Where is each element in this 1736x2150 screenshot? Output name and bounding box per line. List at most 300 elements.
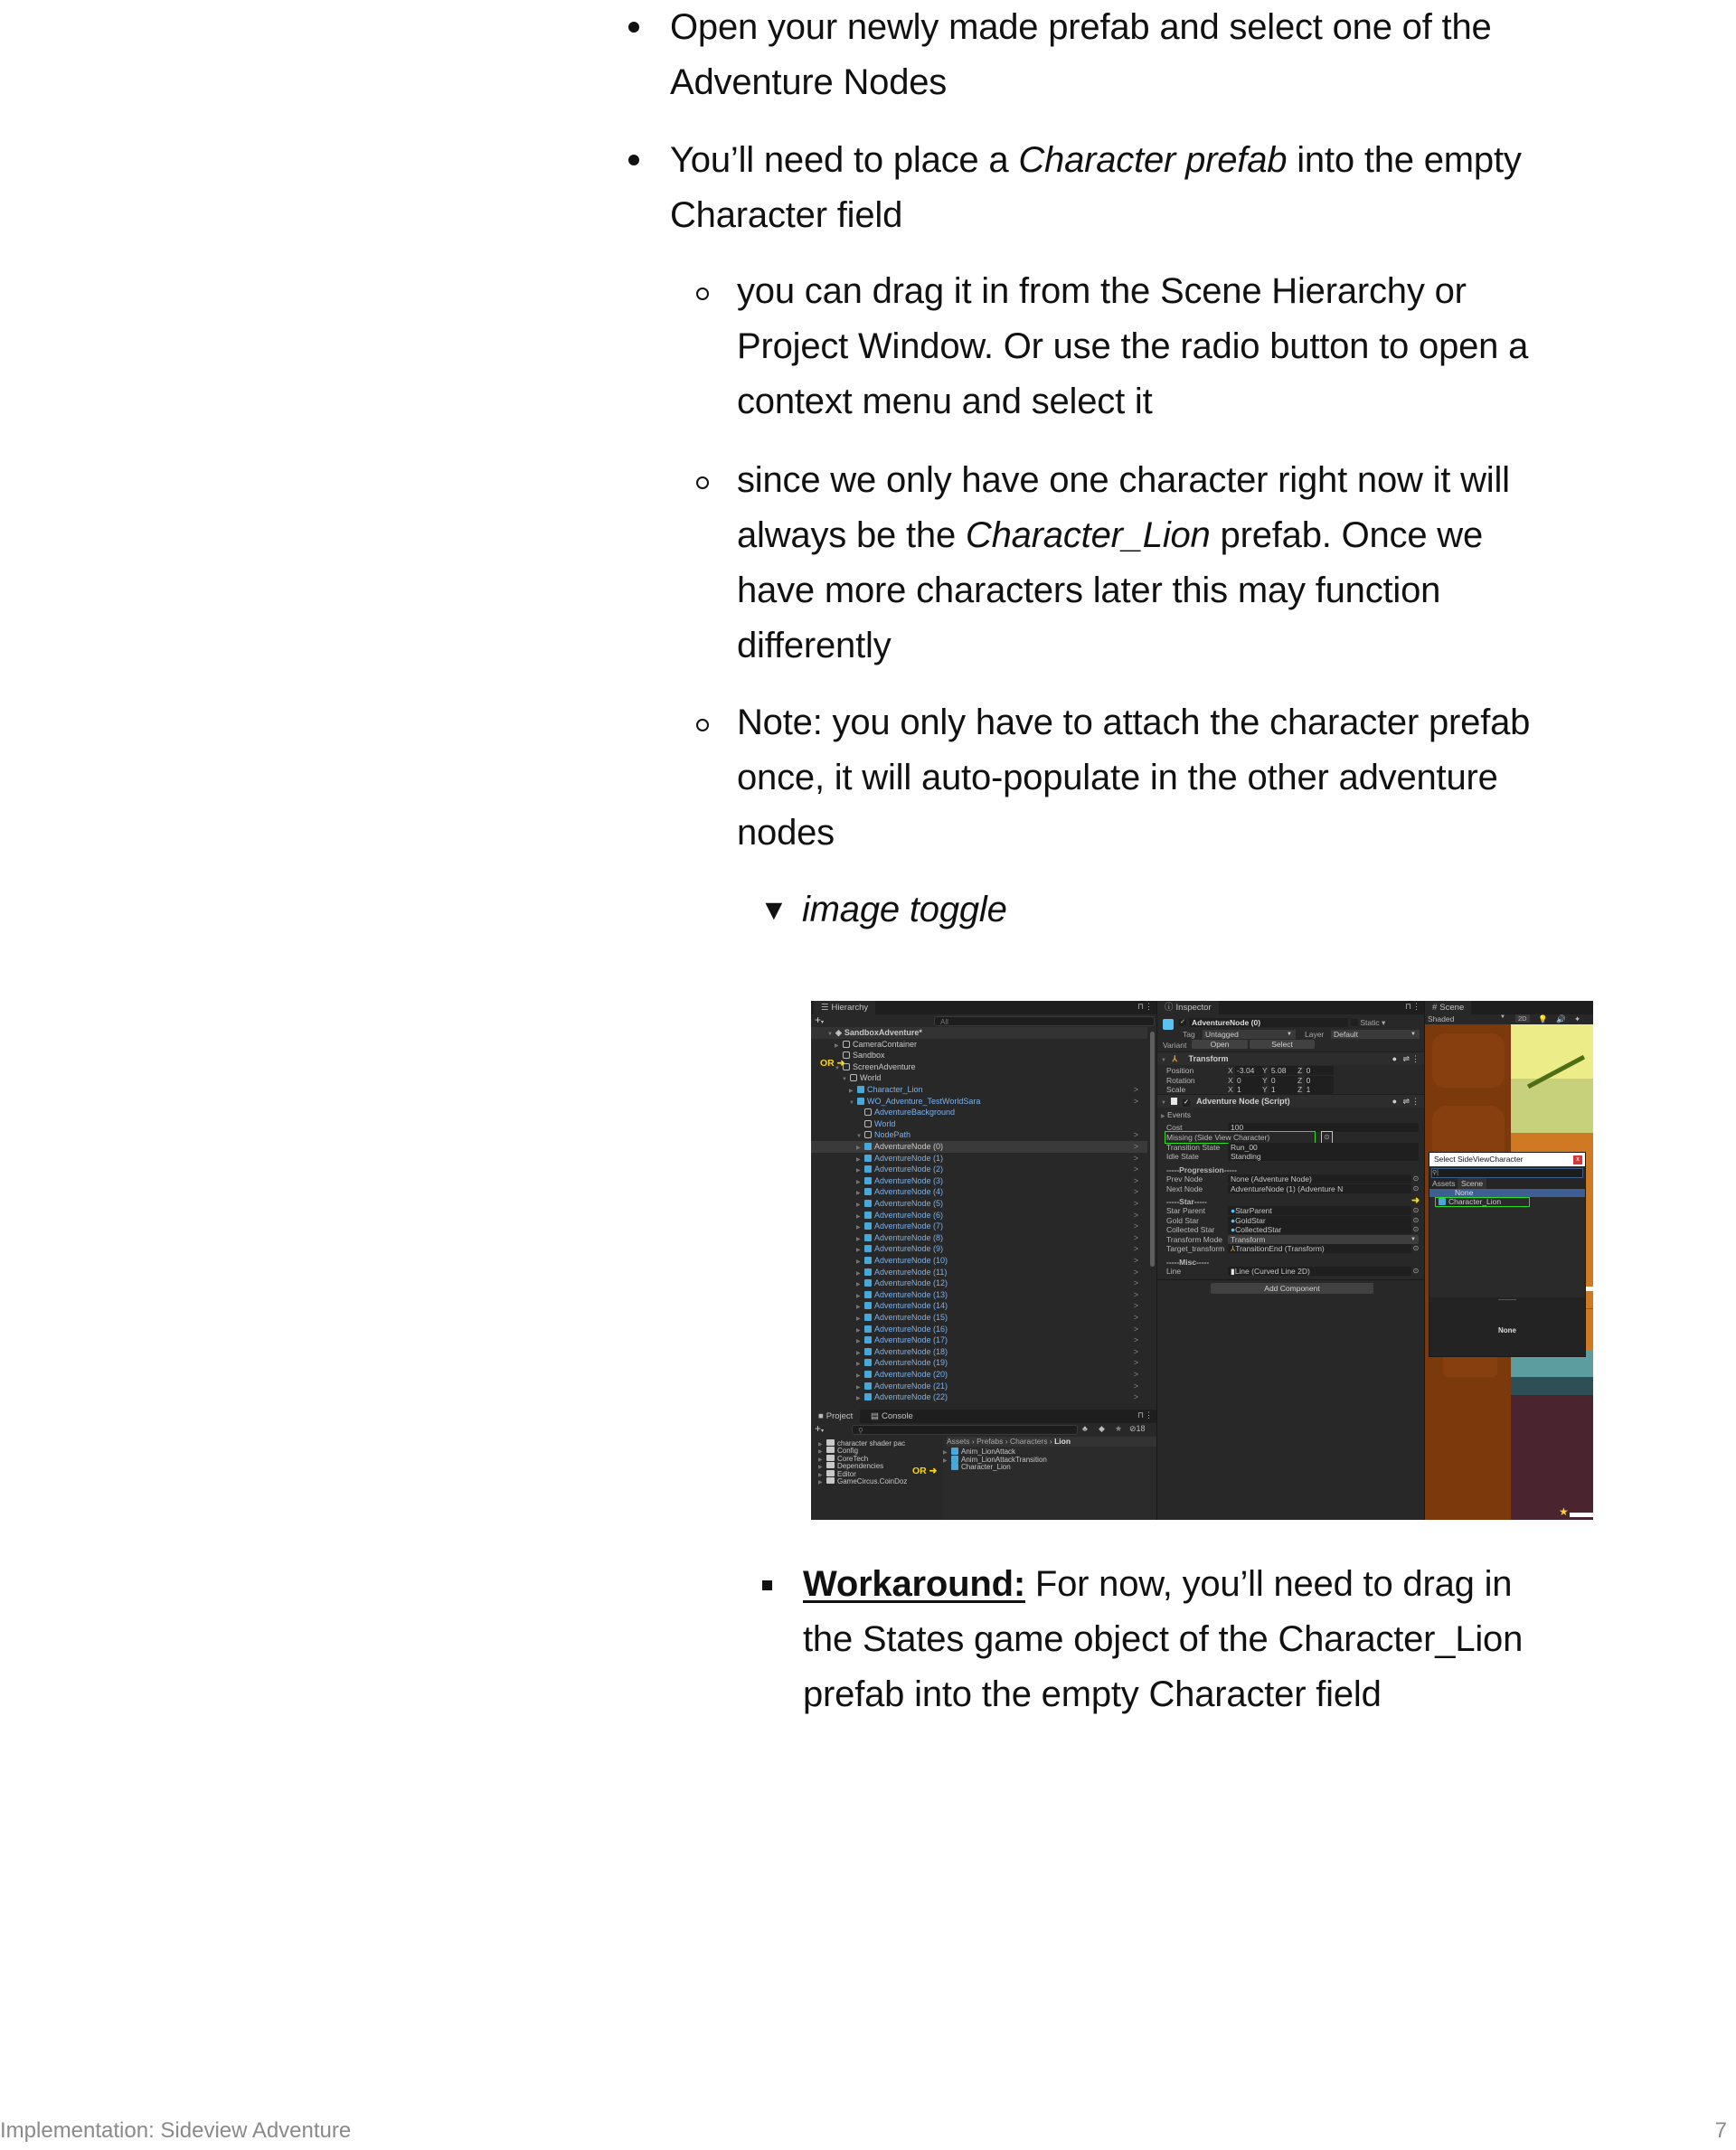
open-prefab-chevron-icon[interactable]: > [1133, 1313, 1138, 1322]
lock-icon[interactable]: ⊓ [1404, 1002, 1411, 1011]
gameobject-icon [850, 1074, 857, 1081]
asset-label: Anim_LionAttackTransition [961, 1455, 1047, 1464]
transition-state-field[interactable]: Transition State Run_00 [1166, 1143, 1419, 1153]
breadcrumb-separator-icon: › [969, 1437, 977, 1446]
enabled-checkbox[interactable]: ✓ [1184, 1099, 1189, 1106]
foldout-arrow-icon[interactable]: ▼ [856, 1134, 862, 1140]
sub-bullet-icon [696, 288, 709, 300]
folder-label: GameCircus.CoinDoz [837, 1477, 908, 1485]
foldout-arrow-icon[interactable]: ▶ [856, 1191, 861, 1197]
bullet-2-line-1 [670, 133, 1522, 188]
open-prefab-chevron-icon[interactable]: > [1133, 1096, 1138, 1106]
picker-preview [1429, 1297, 1585, 1356]
z-field[interactable]: 0 [1305, 1076, 1334, 1085]
hierarchy-node-item[interactable] [811, 1369, 1147, 1381]
close-button[interactable]: x [1573, 1155, 1582, 1165]
text: into the empty [1287, 140, 1522, 180]
emphasis-text: Character prefab [1018, 140, 1288, 180]
cost-field[interactable]: Cost 100 [1166, 1123, 1419, 1133]
arrow-annotation-icon: ➜ [1411, 1195, 1420, 1206]
item-label: World [874, 1118, 896, 1128]
prefab-icon [864, 1234, 872, 1241]
text: always be the [737, 515, 966, 555]
foldout-arrow-icon[interactable]: ▶ [856, 1305, 861, 1311]
x-field[interactable]: -3.04 [1235, 1066, 1264, 1075]
hierarchy-item[interactable] [811, 1096, 1147, 1108]
prefab-icon [864, 1188, 872, 1195]
transform-header[interactable]: ▼ ⅄ Transform ● ⇌ ⋮ [1157, 1051, 1424, 1065]
hierarchy-node-item[interactable] [811, 1210, 1147, 1221]
asset-item[interactable] [943, 1456, 1156, 1464]
breadcrumb-separator-icon: › [1047, 1437, 1055, 1446]
gold-star-field[interactable]: Gold Star ●GoldStar ⊙ [1166, 1216, 1420, 1225]
project-tabbar [811, 1410, 1156, 1423]
item-label: AdventureNode (11) [874, 1267, 948, 1277]
foldout-arrow-icon[interactable]: ▶ [856, 1396, 861, 1402]
kebab-menu-icon[interactable]: ⋮ [1145, 1002, 1153, 1011]
x-field[interactable]: 0 [1235, 1076, 1264, 1085]
lock-icon[interactable]: ⊓ [1137, 1002, 1144, 1011]
sub-bullet-3-line-1: Note: you only have to attach the character prefab [737, 703, 1531, 742]
breadcrumb-item[interactable]: Characters [1009, 1437, 1048, 1446]
filter-type-icon[interactable]: ♣ [1082, 1424, 1088, 1433]
item-label: Character_Lion [867, 1085, 923, 1094]
open-prefab-chevron-icon[interactable]: > [1133, 1346, 1138, 1356]
hierarchy-node-item[interactable] [811, 1381, 1147, 1392]
shading-dropdown[interactable]: Shaded [1428, 1014, 1455, 1023]
2d-toggle[interactable]: 2D [1515, 1014, 1530, 1023]
or-annotation: OR ➜ [820, 1058, 845, 1069]
foldout-arrow-icon[interactable]: ▶ [856, 1384, 861, 1391]
picker-tabbar [1429, 1178, 1585, 1189]
unity-scene-icon: ◈ [835, 1028, 842, 1037]
folder-item[interactable] [811, 1447, 942, 1454]
y-field[interactable]: 1 [1269, 1085, 1298, 1094]
open-prefab-chevron-icon[interactable]: > [1133, 1324, 1138, 1334]
foldout-arrow-icon[interactable]: ▶ [856, 1146, 861, 1151]
info-icon: ⓘ [1165, 1003, 1174, 1013]
prefab-icon [864, 1245, 872, 1252]
asset-item[interactable] [943, 1447, 1156, 1456]
add-icon[interactable]: +▾ [815, 1014, 825, 1026]
hierarchy-node-item[interactable] [811, 1175, 1147, 1187]
open-prefab-chevron-icon[interactable]: > [1133, 1289, 1138, 1299]
hierarchy-node-item[interactable] [811, 1255, 1147, 1267]
foldout-arrow-icon[interactable]: ▶ [856, 1362, 861, 1368]
foldout-arrow-icon[interactable]: ▶ [856, 1236, 861, 1242]
settings-icon[interactable]: ⇌ [1402, 1097, 1410, 1106]
foldout-arrow-icon[interactable]: ▶ [818, 1480, 823, 1485]
resize-handle[interactable] [1498, 1299, 1516, 1300]
foldout-arrow-icon[interactable]: ▶ [856, 1259, 861, 1265]
foldout-arrow-icon[interactable]: ▶ [856, 1293, 861, 1299]
text: For now, you’ll need to drag in [1024, 1564, 1513, 1604]
script-icon [1171, 1098, 1177, 1105]
hierarchy-item[interactable] [811, 1084, 1147, 1096]
folder-icon [826, 1455, 835, 1461]
star-parent-field[interactable]: Star Parent ●StarParent ⊙ [1166, 1206, 1420, 1215]
open-button[interactable]: Open [1192, 1040, 1248, 1049]
tab-inspector[interactable]: ⓘ Inspector [1157, 1001, 1219, 1014]
hierarchy-item[interactable] [811, 1129, 1147, 1141]
hierarchy-node-item[interactable] [811, 1164, 1147, 1175]
hierarchy-node-item[interactable] [811, 1334, 1147, 1346]
scene-name: SandboxAdventure* [844, 1028, 922, 1037]
list-icon: ☰ [821, 1003, 829, 1013]
add-icon[interactable]: +▾ [815, 1422, 825, 1435]
picker-item-none[interactable]: None [1429, 1189, 1585, 1197]
breadcrumb-item[interactable]: Assets [947, 1437, 970, 1446]
sub-bullet-1-line-1: you can drag it in from the Scene Hierarchy or [737, 271, 1467, 311]
foldout-arrow-icon[interactable]: ▼ [849, 1099, 854, 1106]
triangle-down-icon: ▼ [760, 893, 788, 926]
folder-label: Config [837, 1447, 859, 1456]
foldout-arrow-icon[interactable]: ▶ [856, 1213, 861, 1220]
tab-console[interactable]: ▤ Console [863, 1410, 920, 1423]
foldout-arrow-icon[interactable]: ▶ [835, 1042, 839, 1049]
hierarchy-tabbar [811, 1001, 1156, 1014]
star-icon[interactable]: ★ [1115, 1424, 1123, 1433]
hierarchy-node-item[interactable] [811, 1324, 1147, 1335]
tab-scene[interactable]: # Scene [1425, 1001, 1471, 1014]
breadcrumb-item[interactable]: Lion [1054, 1437, 1071, 1446]
highlight-box [1165, 1131, 1316, 1144]
add-component-button[interactable]: Add Component [1211, 1283, 1373, 1294]
text: You’ll need to place a [670, 140, 1019, 180]
foldout-arrow-icon[interactable]: ▶ [818, 1472, 823, 1478]
sub-sub-bullet-icon [762, 1580, 772, 1590]
y-field[interactable]: 0 [1269, 1076, 1298, 1085]
kebab-menu-icon[interactable]: ⋮ [1145, 1410, 1153, 1419]
hierarchy-item[interactable] [811, 1061, 1147, 1073]
item-label: AdventureNode (7) [874, 1221, 944, 1231]
tab-label: Hierarchy [831, 1003, 869, 1013]
foldout-arrow-icon[interactable]: ▶ [856, 1350, 861, 1356]
prefab-icon [864, 1177, 872, 1184]
hierarchy-search-input[interactable]: All [934, 1016, 1155, 1026]
item-label: AdventureNode (18) [874, 1346, 948, 1356]
hierarchy-node-item[interactable] [811, 1198, 1147, 1210]
gameobject-icon [864, 1131, 872, 1138]
misc-header: -----Misc----- [1166, 1258, 1210, 1267]
tab-assets[interactable]: Assets [1432, 1179, 1456, 1188]
asset-breadcrumb [947, 1437, 1156, 1447]
prefab-icon [864, 1165, 872, 1173]
foldout-arrow-icon[interactable]: ▶ [856, 1270, 861, 1277]
hierarchy-node-item[interactable] [811, 1300, 1147, 1312]
kebab-menu-icon[interactable]: ⋮ [1411, 1054, 1420, 1063]
open-prefab-chevron-icon[interactable]: > [1133, 1199, 1138, 1208]
folder-icon [826, 1462, 835, 1468]
hierarchy-node-item[interactable] [811, 1232, 1147, 1244]
lighting-icon[interactable]: 💡 [1538, 1014, 1548, 1023]
item-label: AdventureNode (2) [874, 1165, 944, 1174]
hierarchy-item[interactable] [811, 1118, 1147, 1130]
open-prefab-chevron-icon[interactable]: > [1133, 1130, 1138, 1140]
item-label: AdventureNode (14) [874, 1301, 948, 1311]
open-prefab-chevron-icon[interactable]: > [1133, 1210, 1138, 1220]
open-prefab-chevron-icon[interactable]: > [1133, 1244, 1138, 1254]
folder-item[interactable] [811, 1439, 942, 1447]
y-field[interactable]: 5.08 [1269, 1066, 1298, 1075]
open-prefab-chevron-icon[interactable]: > [1133, 1381, 1138, 1391]
open-prefab-chevron-icon[interactable]: > [1133, 1267, 1138, 1277]
picker-title: Select SideViewCharacter [1434, 1155, 1524, 1164]
gameobject-icon [857, 1086, 864, 1093]
scene-tabbar [1425, 1001, 1593, 1014]
row-label: Position [1166, 1066, 1194, 1075]
object-picker-icon[interactable]: ⊙ [1412, 1174, 1420, 1183]
sub-bullet-2-line-2 [737, 508, 1483, 563]
hierarchy-item[interactable] [811, 1039, 1147, 1051]
item-label: Sandbox [853, 1051, 885, 1061]
folder-label: character shader pac [837, 1439, 906, 1447]
transform-icon: ⅄ [1172, 1054, 1177, 1063]
layer-dropdown[interactable]: Default ▼ [1331, 1030, 1420, 1039]
foldout-arrow-icon[interactable]: ▶ [856, 1373, 861, 1379]
item-label: AdventureNode (3) [874, 1175, 944, 1185]
gameobject-icon [864, 1120, 872, 1127]
object-name-field[interactable]: AdventureNode (0) [1189, 1018, 1348, 1027]
settings-icon[interactable]: ⇌ [1402, 1054, 1410, 1063]
breadcrumb-item[interactable]: Prefabs [976, 1437, 1004, 1446]
static-toggle[interactable]: Static ▾ [1351, 1018, 1385, 1028]
label-icon[interactable]: ◆ [1099, 1424, 1105, 1433]
foldout-arrow-icon[interactable]: ▶ [856, 1339, 861, 1345]
prefab-icon [864, 1393, 872, 1400]
lock-icon[interactable]: ⊓ [1137, 1410, 1144, 1419]
inspector-tabbar [1157, 1001, 1424, 1014]
bullet-icon [628, 22, 639, 33]
object-picker-icon[interactable]: ⊙ [1412, 1244, 1420, 1252]
footer-title: Implementation: Sideview Adventure [0, 2118, 352, 2143]
scene-toolbar [1425, 1014, 1593, 1024]
script-header[interactable]: ▼ ✓ Adventure Node (Script) ● ⇌ ⋮ [1157, 1094, 1424, 1108]
help-icon[interactable]: ● [1392, 1054, 1397, 1063]
object-picker-icon[interactable]: ⊙ [1412, 1216, 1420, 1224]
foldout-arrow-icon[interactable]: ▶ [856, 1179, 861, 1185]
sub-bullet-icon [696, 476, 709, 489]
open-prefab-chevron-icon[interactable]: > [1133, 1232, 1138, 1242]
folder-item[interactable] [811, 1477, 942, 1485]
hierarchy-item[interactable] [811, 1107, 1147, 1118]
foldout-arrow-icon[interactable]: ▶ [818, 1457, 823, 1463]
prefab-icon [864, 1371, 872, 1378]
prefab-icon [864, 1314, 872, 1321]
missing-character-field[interactable]: Missing (Side View Character) [1166, 1133, 1270, 1142]
sub-bullet-1-line-2: Project Window. Or use the radio button to open a [737, 326, 1529, 366]
kebab-menu-icon[interactable]: ⋮ [1412, 1002, 1420, 1011]
project-panel [811, 1410, 1156, 1520]
item-label: AdventureNode (15) [874, 1313, 948, 1322]
or-annotation: OR ➜ [912, 1466, 938, 1476]
asset-label: Anim_LionAttack [961, 1447, 1016, 1456]
hierarchy-node-item[interactable] [811, 1289, 1147, 1301]
hierarchy-toolbar [811, 1014, 1156, 1027]
z-field[interactable]: 1 [1305, 1085, 1334, 1094]
foldout-arrow-icon[interactable]: ▶ [856, 1327, 861, 1334]
open-prefab-chevron-icon[interactable]: > [1133, 1301, 1138, 1311]
hierarchy-node-item[interactable] [811, 1346, 1147, 1358]
bullet-icon [628, 155, 639, 165]
object-picker-icon[interactable]: ⊙ [1412, 1206, 1420, 1214]
bullet-1-line-1: Open your newly made prefab and select one of the [670, 7, 1492, 47]
collected-star-field[interactable]: Collected Star ●CollectedStar ⊙ [1166, 1225, 1420, 1234]
breadcrumb-separator-icon: › [1003, 1437, 1010, 1446]
foldout-arrow-icon[interactable]: ▶ [849, 1089, 854, 1094]
item-label: World [860, 1073, 882, 1083]
foldout-arrow-icon[interactable]: ▶ [856, 1316, 861, 1322]
open-prefab-chevron-icon[interactable]: > [1133, 1256, 1138, 1265]
prefab-icon [864, 1279, 872, 1287]
transform-mode-dropdown[interactable]: Transform Mode Transform ▼ [1166, 1235, 1419, 1245]
sub-bullet-icon [696, 719, 709, 731]
x-field[interactable]: 1 [1235, 1085, 1264, 1094]
console-icon: ▤ [871, 1411, 879, 1421]
item-label: NodePath [874, 1130, 911, 1140]
hierarchy-node-item[interactable] [811, 1243, 1147, 1255]
foldout-arrow-icon[interactable]: ▶ [943, 1457, 948, 1464]
prefab-icon [864, 1200, 872, 1207]
prefab-icon [1439, 1198, 1446, 1205]
foldout-arrow-icon[interactable]: ▼ [842, 1077, 847, 1083]
hierarchy-node-item[interactable] [811, 1267, 1147, 1278]
foldout-arrow-icon[interactable]: ▶ [856, 1282, 861, 1288]
hierarchy-node-item[interactable] [811, 1391, 1147, 1403]
prefab-icon [951, 1447, 958, 1455]
open-prefab-chevron-icon[interactable]: > [1133, 1175, 1138, 1185]
hierarchy-node-item[interactable] [811, 1278, 1147, 1289]
open-prefab-chevron-icon[interactable]: > [1133, 1187, 1138, 1197]
item-label: AdventureNode (9) [874, 1244, 944, 1254]
tag-dropdown[interactable]: Untagged ▼ [1203, 1030, 1296, 1039]
hidden-count-icon[interactable]: ⊘18 [1129, 1424, 1146, 1433]
open-prefab-chevron-icon[interactable]: > [1133, 1165, 1138, 1174]
kebab-menu-icon[interactable]: ⋮ [1411, 1097, 1420, 1106]
sub-bullet-2-line-4: differently [737, 626, 892, 665]
picker-item-character-lion[interactable]: Character_Lion [1435, 1197, 1530, 1207]
hierarchy-item[interactable] [811, 1050, 1147, 1061]
variant-label: Variant [1163, 1041, 1187, 1050]
folder-icon [826, 1439, 835, 1446]
prefab-icon [864, 1212, 872, 1219]
object-picker-icon[interactable]: ⊙ [1412, 1184, 1420, 1193]
folder-label: Dependencies [837, 1462, 884, 1471]
item-label: WO_Adventure_TestWorldSara [867, 1096, 981, 1106]
foldout-arrow-icon[interactable]: ▶ [856, 1168, 861, 1174]
tab-hierarchy[interactable] [814, 1001, 875, 1014]
foldout-arrow-icon[interactable]: ▶ [818, 1449, 823, 1456]
item-label: ScreenAdventure [853, 1061, 916, 1071]
hierarchy-node-item[interactable] [811, 1312, 1147, 1324]
foldout-arrow-icon[interactable]: ▼ [835, 1065, 840, 1071]
prefab-icon [864, 1222, 872, 1230]
gameobject-icon [864, 1108, 872, 1116]
scene-row[interactable]: ▼ ◈ SandboxAdventure* [811, 1027, 1147, 1039]
project-toolbar [811, 1423, 1156, 1436]
tab-project[interactable]: ■ Project [811, 1410, 860, 1423]
prev-node-field[interactable]: Prev Node None (Adventure Node) ⊙ [1166, 1174, 1420, 1183]
help-icon[interactable]: ● [1392, 1097, 1397, 1106]
open-prefab-chevron-icon[interactable]: > [1133, 1278, 1138, 1288]
object-picker-icon[interactable]: ⊙ [1412, 1267, 1420, 1275]
folder-item[interactable] [811, 1455, 942, 1462]
text: prefab. Once we [1210, 515, 1484, 555]
line-field[interactable]: Line ▮Line (Curved Line 2D) ⊙ [1166, 1267, 1420, 1276]
prefab-icon [864, 1382, 872, 1390]
unity-editor-screenshot [811, 1001, 1593, 1520]
prefab-icon [864, 1268, 872, 1276]
asset-item[interactable] [943, 1463, 1156, 1471]
idle-state-field[interactable]: Idle State Standing [1166, 1152, 1419, 1162]
project-search-input[interactable]: ⚲ [852, 1425, 1078, 1435]
folder-icon [826, 1470, 835, 1476]
hierarchy-node-item[interactable] [811, 1186, 1147, 1198]
open-prefab-chevron-icon[interactable]: > [1133, 1335, 1138, 1345]
open-prefab-chevron-icon[interactable]: > [1133, 1358, 1138, 1368]
tab-scene[interactable]: Scene [1458, 1178, 1486, 1189]
shading-dropdown-arrow[interactable]: ▼ [1500, 1014, 1505, 1020]
hierarchy-scrollbar[interactable] [1150, 1032, 1155, 1267]
next-node-field[interactable]: Next Node AdventureNode (1) (Adventure N ⊙ [1166, 1184, 1420, 1193]
object-picker-button[interactable]: ⊙ [1321, 1131, 1333, 1144]
open-prefab-chevron-icon[interactable]: > [1133, 1142, 1138, 1151]
open-prefab-chevron-icon[interactable]: > [1133, 1221, 1138, 1231]
foldout-arrow-icon[interactable]: ▶ [943, 1450, 948, 1456]
layer-label: Layer [1305, 1030, 1325, 1039]
prefab-icon [864, 1257, 872, 1264]
foldout-arrow-icon[interactable]: ▶ [818, 1465, 823, 1471]
item-label: AdventureNode (6) [874, 1210, 944, 1220]
tag-label: Tag [1183, 1030, 1195, 1039]
hierarchy-node-item[interactable] [811, 1221, 1147, 1232]
sub-bullet-3-line-2: once, it will auto-populate in the other adventure [737, 758, 1498, 797]
hierarchy-node-item[interactable] [811, 1141, 1147, 1153]
open-prefab-chevron-icon[interactable]: > [1133, 1085, 1138, 1094]
open-prefab-chevron-icon[interactable]: > [1133, 1392, 1138, 1402]
foldout-arrow-icon[interactable]: ▶ [856, 1248, 861, 1254]
audio-icon[interactable]: 🔊 [1556, 1014, 1566, 1023]
active-checkbox[interactable]: ✓ [1180, 1019, 1185, 1025]
z-field[interactable]: 0 [1305, 1066, 1334, 1075]
bullet-1-line-2: Adventure Nodes [670, 62, 948, 102]
folder-label: Editor [837, 1469, 856, 1478]
bullet-2-line-2: Character field [670, 195, 903, 235]
item-label: AdventureNode (0) [874, 1142, 944, 1151]
foldout-arrow-icon[interactable]: ▶ [856, 1202, 861, 1208]
effects-icon[interactable]: ✦ [1574, 1014, 1581, 1023]
target-transform-field[interactable]: Target_transform ⅄TransitionEnd (Transform) ⊙ [1166, 1244, 1420, 1253]
foldout-arrow-icon[interactable]: ▶ [818, 1442, 823, 1447]
gameobject-icon [843, 1041, 850, 1048]
open-prefab-chevron-icon[interactable]: > [1133, 1153, 1138, 1163]
open-prefab-chevron-icon[interactable]: > [1133, 1370, 1138, 1379]
prefab-icon [864, 1348, 872, 1355]
select-button[interactable]: Select [1250, 1040, 1315, 1049]
foldout-arrow-icon[interactable]: ▶ [856, 1156, 861, 1163]
object-picker-icon[interactable]: ⊙ [1412, 1225, 1420, 1233]
hierarchy-item[interactable] [811, 1072, 1147, 1084]
hierarchy-node-item[interactable] [811, 1357, 1147, 1369]
events-foldout[interactable]: ▶ Events [1161, 1110, 1191, 1119]
foldout-arrow-icon[interactable]: ▶ [856, 1225, 861, 1231]
prefab-icon [951, 1463, 958, 1470]
picker-search-input[interactable]: ⚲| [1431, 1168, 1583, 1178]
preview-label: None [1498, 1326, 1516, 1334]
workaround-line-2: the States game object of the Character_Lion [803, 1619, 1524, 1659]
page-number: 7 [1714, 2118, 1727, 2143]
hierarchy-node-item[interactable] [811, 1153, 1147, 1165]
